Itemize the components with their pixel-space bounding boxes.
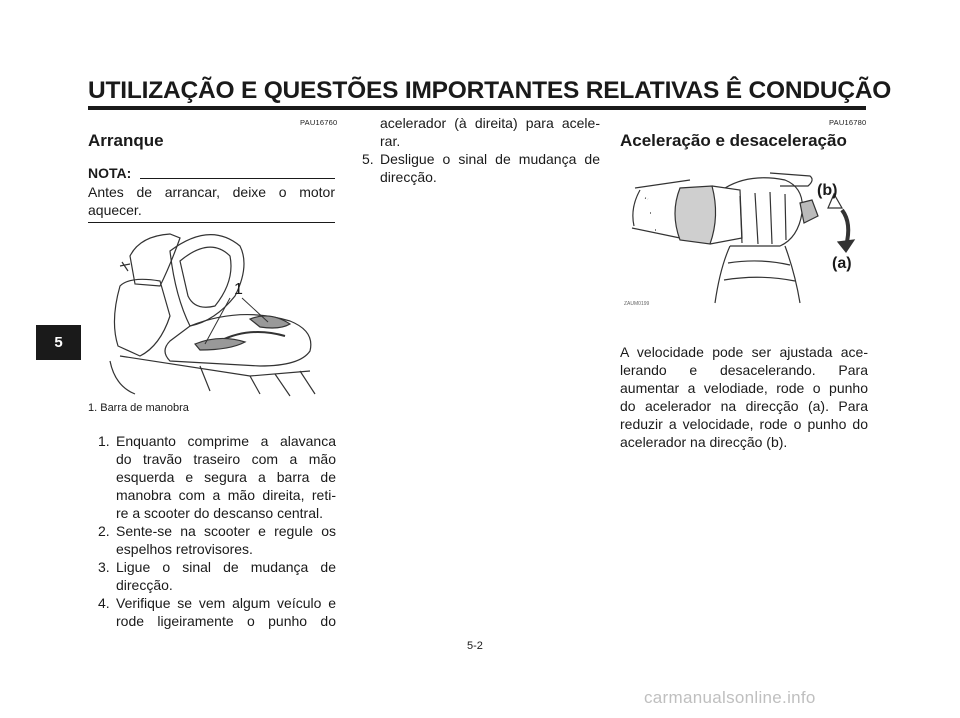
step-line: Ligue o sinal de mudança de	[116, 559, 336, 575]
paragraph-line: reduzir a velocidade, rode o punho do	[620, 416, 868, 432]
note-line-2: aquecer.	[88, 202, 142, 218]
step-number: 4.	[98, 595, 110, 611]
paragraph-line: A velocidade pode ser ajustada ace-	[620, 344, 868, 360]
step-number: 3.	[98, 559, 110, 575]
section-heading-aceleracao: Aceleração e desaceleração	[620, 131, 847, 150]
note-label: NOTA:	[88, 165, 132, 181]
figure-callout-1: 1	[234, 281, 243, 298]
section-code-acceleration: PAU16780	[829, 118, 867, 127]
paragraph-line: lerando e desacelerando. Para	[620, 362, 868, 378]
figure-label-b: (b)	[817, 182, 838, 199]
list-item	[98, 522, 336, 558]
chapter-tab	[36, 325, 81, 360]
step-line: Sente-se na scooter e regule os	[116, 523, 336, 539]
page-header-title: UTILIZAÇÃO E QUESTÕES IMPORTANTES RELATIVAS Ê CONDUÇÃO	[88, 77, 892, 104]
section-code-start: PAU16760	[300, 118, 338, 127]
section-heading-arranque: Arranque	[88, 131, 164, 150]
header-rule	[88, 106, 866, 110]
step-number: 5.	[362, 151, 374, 167]
step-number: 1.	[98, 433, 110, 449]
figure-label-a: (a)	[832, 255, 852, 272]
paragraph-line: do acelerador na direcção (a). Para	[620, 398, 868, 414]
step-line: do travão traseiro com a mão	[116, 451, 336, 467]
step-line: direcção.	[380, 169, 437, 185]
step-line: espelhos retrovisores.	[116, 541, 253, 557]
note-line-1: Antes de arrancar, deixe o motor	[88, 184, 335, 200]
list-item	[98, 558, 336, 594]
list-item	[98, 432, 336, 522]
acceleration-paragraph	[620, 343, 868, 451]
steps-list	[98, 432, 336, 630]
step-line: rode ligeiramente o punho do	[116, 613, 336, 629]
step-line: direcção.	[116, 577, 173, 593]
watermark: carmanualsonline.info	[644, 688, 816, 707]
note-bottom-rule	[88, 222, 335, 223]
list-item	[98, 594, 336, 630]
step-line: esquerda e segura a barra de	[116, 469, 336, 485]
list-item	[362, 114, 600, 150]
step-number: 2.	[98, 523, 110, 539]
paragraph-line: aumentar a velodiade, rode o punho	[620, 380, 868, 396]
step-line: manobra com a mão direita, reti-	[116, 487, 336, 503]
chapter-tab-label: 5	[54, 334, 63, 351]
step-line: rar.	[380, 133, 401, 149]
figure-caption: 1. Barra de manobra	[88, 402, 189, 414]
list-item	[362, 150, 600, 186]
step-line: re a scooter do descanso central.	[116, 505, 324, 521]
step-line: acelerador (à direita) para acele-	[380, 115, 600, 131]
paragraph-line: acelerador na direcção (b).	[620, 434, 788, 450]
page-number: 5-2	[467, 640, 483, 652]
scooter-illustration	[100, 226, 330, 398]
step-line: Verifique se vem algum veículo e	[116, 595, 336, 611]
steps-continued	[362, 114, 600, 186]
note-top-rule	[140, 178, 335, 179]
step-line: Desligue o sinal de mudança de	[380, 151, 600, 167]
step-line: Enquanto comprime a alavanca	[116, 433, 336, 449]
figure-code: ZAUM0199	[624, 301, 650, 307]
